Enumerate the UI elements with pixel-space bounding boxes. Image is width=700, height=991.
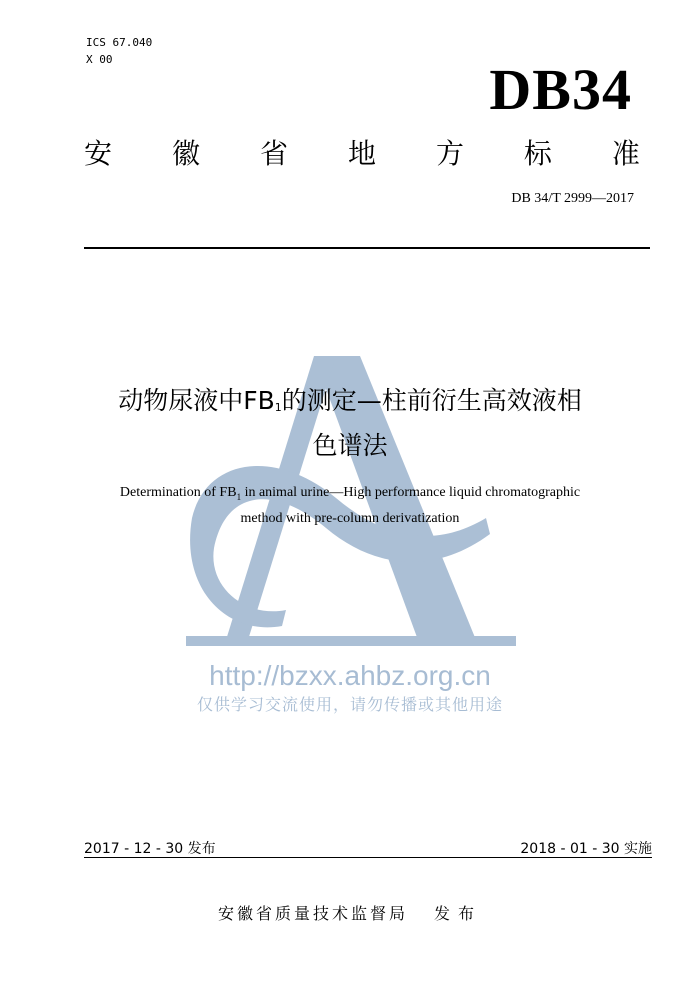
title-char: 地 <box>347 137 376 170</box>
standard-number: DB 34/T 2999—2017 <box>511 191 634 206</box>
title-char: 标 <box>523 137 552 170</box>
publish-label: 发布 <box>434 904 483 923</box>
issuer-name: 安徽省质量技术监督局 <box>217 904 408 923</box>
implementation-date: 2018 - 01 - 30 实施 <box>520 841 652 857</box>
chinese-title <box>40 382 660 465</box>
title-char: 省 <box>259 137 288 170</box>
chinese-title-line2: 色谱法 <box>312 431 388 460</box>
title-char: 徽 <box>171 137 200 170</box>
issuing-authority <box>0 901 700 924</box>
classification-codes <box>86 34 152 68</box>
chinese-title-line1: 动物尿液中$FB_1$的测定—柱前衍生高效液相 <box>118 386 582 415</box>
title-char: 安 <box>84 137 113 170</box>
english-title <box>40 482 660 529</box>
title-char: 方 <box>435 137 464 170</box>
english-title-line2: method with pre-column derivatization <box>240 510 460 526</box>
standard-type-title <box>84 136 640 172</box>
watermark-note: 仅供学习交流使用，请勿传播或其他用途 <box>196 695 503 714</box>
release-date: 2017 - 12 - 30 发布 <box>84 841 216 857</box>
watermark-url: http://bzxx.ahbz.org.cn <box>209 660 491 691</box>
footer-divider <box>84 857 652 858</box>
english-title-line1: Determination of $FB_1$ in animal urine—High performance liquid chromatographic <box>119 485 581 502</box>
header-divider <box>84 247 650 249</box>
db34-logo: DB34 <box>489 57 632 122</box>
title-char: 准 <box>611 137 640 170</box>
ics-code: ICS 67.040 <box>86 36 153 49</box>
class-code: X 00 <box>86 53 113 66</box>
watermark-base <box>186 636 516 646</box>
